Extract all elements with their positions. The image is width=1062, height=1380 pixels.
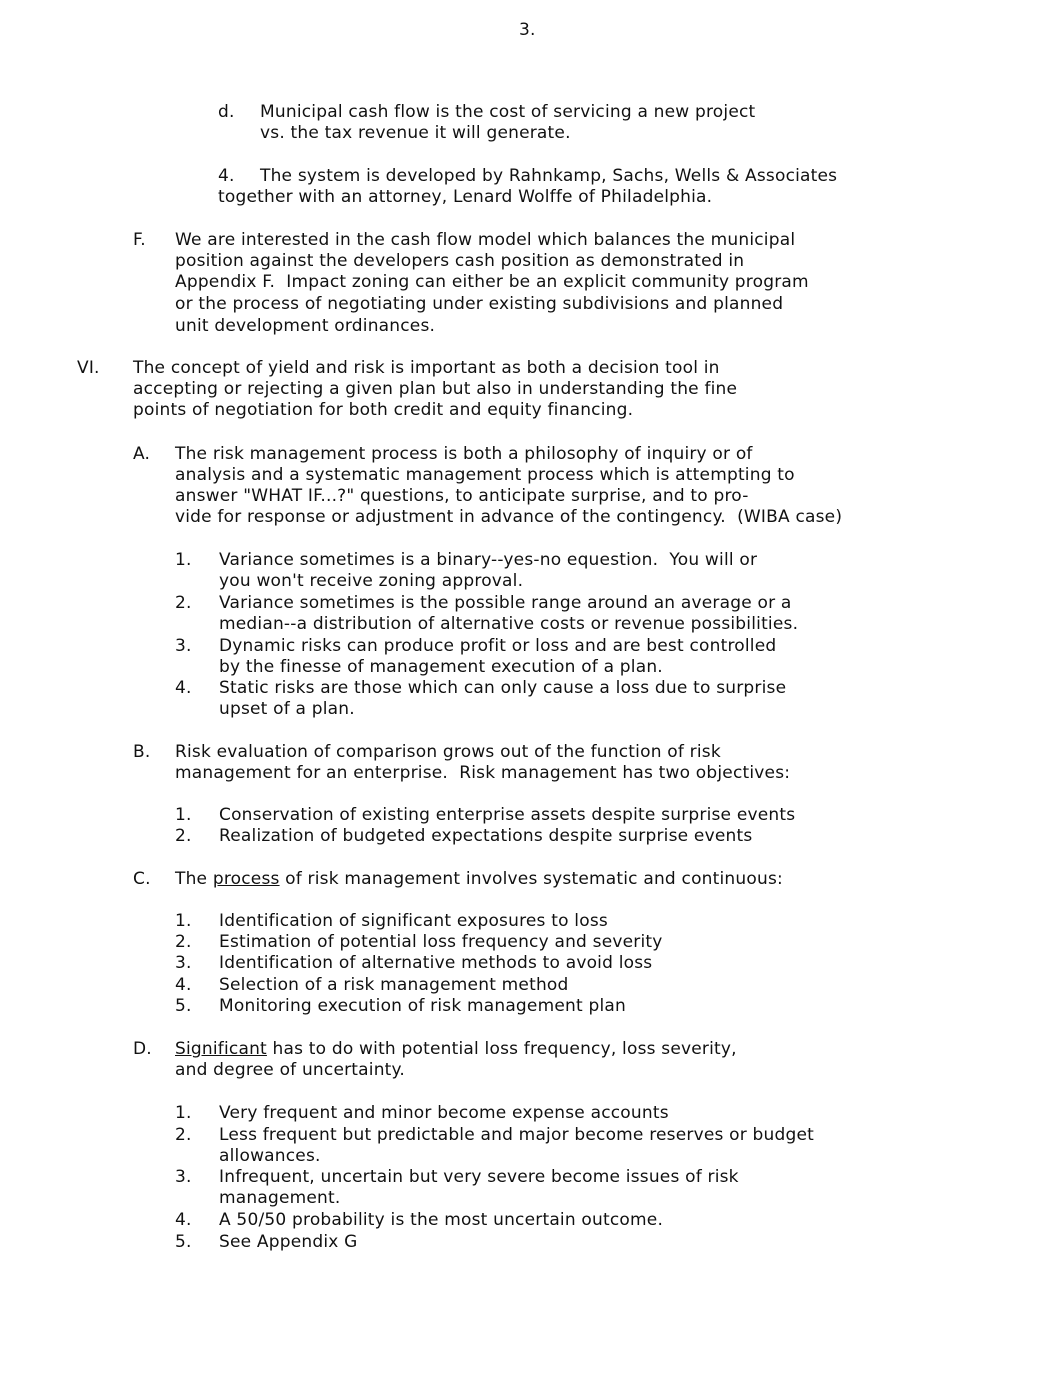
section-a-line: answer "WHAT IF...?" questions, to anticipate surprise, and to pro- — [175, 486, 749, 506]
section-vi-marker: VI. — [77, 358, 100, 378]
page-number: 3. — [519, 20, 536, 40]
section-a-marker: A. — [133, 444, 151, 464]
list-item-text: Realization of budgeted expectations despite surprise events — [219, 826, 753, 846]
section-c-line — [175, 869, 783, 890]
list-item-marker: 1. — [175, 1103, 192, 1123]
section-b-line: Risk evaluation of comparison grows out of the function of risk — [175, 742, 721, 762]
section-c-lead: The — [175, 869, 213, 889]
list-item-marker: 2. — [175, 826, 192, 846]
list-item-text: allowances. — [219, 1146, 321, 1166]
section-f-line: We are interested in the cash flow model which balances the municipal — [175, 230, 796, 250]
list-item-text: Conservation of existing enterprise assets despite surprise events — [219, 805, 796, 825]
list-item-marker: 3. — [175, 636, 192, 656]
list-item-text: Variance sometimes is the possible range around an average or a — [219, 593, 792, 613]
section-c-rest: of risk management involves systematic and continuous: — [279, 869, 783, 889]
item-4-line: The system is developed by Rahnkamp, Sachs, Wells & Associates — [260, 166, 838, 186]
list-item-text: See Appendix G — [219, 1232, 358, 1252]
section-d-marker: D. — [133, 1039, 152, 1059]
list-item-marker: 1. — [175, 550, 192, 570]
list-item-marker: 4. — [175, 678, 192, 698]
list-item-marker: 2. — [175, 1125, 192, 1145]
list-item-text: Infrequent, uncertain but very severe become issues of risk — [219, 1167, 739, 1187]
list-item-text: Identification of significant exposures to loss — [219, 911, 608, 931]
list-item-text: Static risks are those which can only cause a loss due to surprise — [219, 678, 787, 698]
list-item-text: by the finesse of management execution of a plan. — [219, 657, 663, 677]
item-4-marker: 4. — [218, 166, 235, 186]
section-a-line: analysis and a systematic management process which is attempting to — [175, 465, 795, 485]
section-b-line: management for an enterprise. Risk management has two objectives: — [175, 763, 791, 783]
section-a-line: The risk management process is both a philosophy of inquiry or of — [175, 444, 753, 464]
section-vi-line: accepting or rejecting a given plan but also in understanding the fine — [133, 379, 738, 399]
section-f-line: unit development ordinances. — [175, 316, 436, 336]
section-d-underlined: Significant — [175, 1039, 267, 1059]
section-d-line — [175, 1039, 737, 1060]
list-item-marker: 3. — [175, 1167, 192, 1187]
list-item-text: upset of a plan. — [219, 699, 355, 719]
item-4-line: together with an attorney, Lenard Wolffe of Philadelphia. — [218, 187, 713, 207]
list-item-marker: 2. — [175, 593, 192, 613]
list-item-marker: 2. — [175, 932, 192, 952]
list-item-text: Monitoring execution of risk management plan — [219, 996, 626, 1016]
list-item-marker: 4. — [175, 1210, 192, 1230]
section-f-line: Appendix F. Impact zoning can either be an explicit community program — [175, 272, 809, 292]
list-item-text: you won't receive zoning approval. — [219, 571, 524, 591]
list-item-text: Dynamic risks can produce profit or loss and are best controlled — [219, 636, 777, 656]
list-item-text: management. — [219, 1188, 341, 1208]
section-vi-line: points of negotiation for both credit and equity financing. — [133, 400, 634, 420]
section-b-marker: B. — [133, 742, 151, 762]
list-item-text: Less frequent but predictable and major become reserves or budget — [219, 1125, 815, 1145]
item-d-line: vs. the tax revenue it will generate. — [260, 123, 571, 143]
list-item-marker: 5. — [175, 996, 192, 1016]
list-item-text: Selection of a risk management method — [219, 975, 569, 995]
list-item-marker: 5. — [175, 1232, 192, 1252]
item-d-marker: d. — [218, 102, 235, 122]
section-f-line: or the process of negotiating under existing subdivisions and planned — [175, 294, 784, 314]
list-item-text: Estimation of potential loss frequency and severity — [219, 932, 663, 952]
list-item-text: median--a distribution of alternative costs or revenue possibilities. — [219, 614, 799, 634]
section-f-line: position against the developers cash position as demonstrated in — [175, 251, 745, 271]
list-item-text: Very frequent and minor become expense accounts — [219, 1103, 669, 1123]
section-c-underlined: process — [212, 869, 280, 889]
section-a-line: vide for response or adjustment in advance of the contingency. (WIBA case) — [175, 507, 843, 527]
section-f-marker: F. — [133, 230, 146, 250]
section-vi-line: The concept of yield and risk is important as both a decision tool in — [133, 358, 720, 378]
list-item-marker: 1. — [175, 805, 192, 825]
section-d-rest: has to do with potential loss frequency, loss severity, — [266, 1039, 737, 1059]
list-item-marker: 1. — [175, 911, 192, 931]
list-item-marker: 4. — [175, 975, 192, 995]
item-d-line: Municipal cash flow is the cost of servicing a new project — [260, 102, 756, 122]
list-item-text: A 50/50 probability is the most uncertain outcome. — [219, 1210, 664, 1230]
list-item-marker: 3. — [175, 953, 192, 973]
list-item-text: Identification of alternative methods to avoid loss — [219, 953, 653, 973]
section-c-marker: C. — [133, 869, 151, 889]
section-d-line: and degree of uncertainty. — [175, 1060, 405, 1080]
list-item-text: Variance sometimes is a binary--yes-no equestion. You will or — [219, 550, 758, 570]
